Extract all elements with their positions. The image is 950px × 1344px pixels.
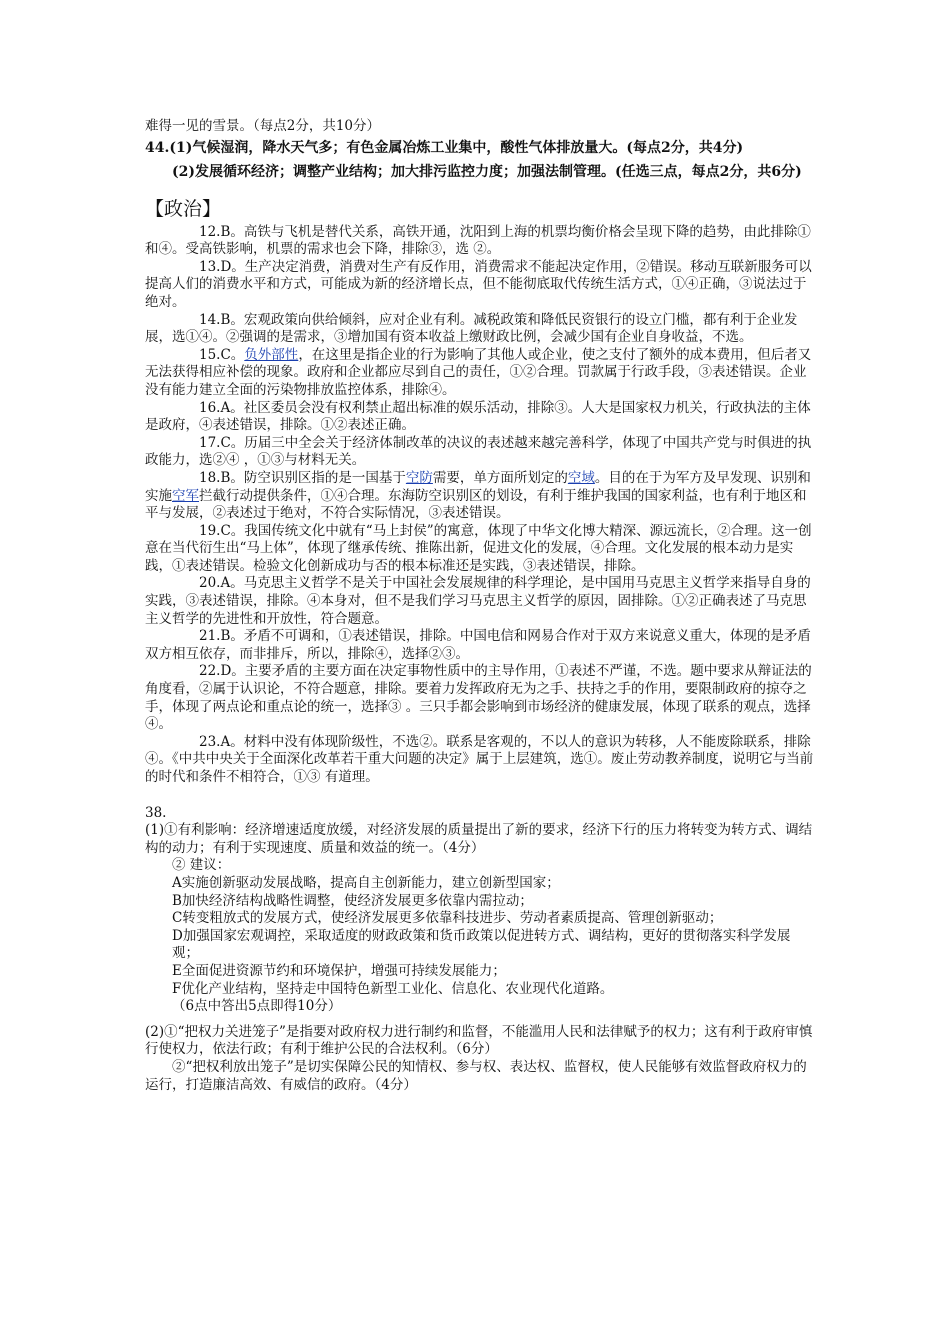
answer-17: 17.C。历届三中全会关于经济体制改革的决议的表述越来越完善科学，体现了中国共产党与时俱进的执政能力，选②④ ，①③与材料无关。 — [145, 434, 812, 469]
answer-15-body: ，在这里是指企业的行为影响了其他人或企业，使之支付了额外的成本费用，但后者又无法获得相应补偿的现象。政府和企业都应尽到自己的责任，①②合理。罚款属于行政手段，③表述错误。企业没有能力建立全面的污染物排放监控体系，排除④。 — [145, 346, 812, 398]
link-airspace[interactable]: 空域 — [567, 469, 595, 486]
answer-38-2-power: (2)①“把权力关进笼子”是指要对政府权力进行制约和监督，不能滥用人民和法律赋予的权力；这有利于政府审慎行使权力，依法行政；有利于维护公民的合法权利。（6分） — [145, 1023, 813, 1058]
answer-22: 22.D。主要矛盾的主要方面在决定事物性质中的主导作用，①表述不严谨，不选。题中要求从辩证法的角度看，②属于认识论，不符合题意，排除。要着力发挥政府无为之手、扶持之手的作用，要限制政府的掠夺之手，体现了两点论和重点论的统一，选择③ 。三只手都会影响到市场经济的健康发展，体现了联系的观点，选择④。 — [145, 663, 812, 733]
geo-q44-part2: (2)发展循环经济；调整产业结构；加大排污监控力度；加强法制管理。(任选三点，每点2分，共6分) — [172, 163, 802, 180]
answer-38-1-impact: (1)①有利影响：经济增速适度放缓，对经济发展的质量提出了新的要求，经济下行的压力将转变为转方式、调结构的动力；有利于实现速度、质量和效益的统一。（4分） — [145, 822, 813, 856]
answer-15 — [145, 347, 815, 400]
answer-16: 16.A。社区委员会没有权利禁止超出标准的娱乐活动，排除③。人大是国家权力机关，行政执法的主体是政府，④表述错误，排除。①②表述正确。 — [145, 399, 811, 434]
answer-14: 14.B。宏观政策向供给倾斜，应对企业有利。减税政策和降低民资银行的设立门槛，都有利于企业发展，选①④。②强调的是需求，③增加国有资本收益上缴财政比例，会减少国有企业自身收益，不选。 — [145, 311, 798, 346]
advice-item-e: E全面促进资源节约和环境保护，增强可持续发展能力； — [172, 962, 506, 979]
answer-21: 21.B。矛盾不可调和，①表述错误，排除。中国电信和网易合作对于双方来说意义重大，体现的是矛盾双方相互依存，而非排斥，所以，排除④，选择②③。 — [145, 628, 811, 662]
link-air-defense[interactable]: 空防 — [405, 469, 433, 486]
geo-q44-part1: 44.(1)气候湿润，降水天气多；有色金属冶炼工业集中，酸性气体排放量大。(每点2分，共4分) — [145, 139, 744, 156]
document-page — [145, 118, 815, 1094]
answer-15-prefix: 15.C。 — [199, 346, 245, 363]
answer-18-part3: 。目的在于为军方及早发现、识别和实施 — [145, 469, 811, 504]
scoring-note: （6点中答出5点即得10分） — [172, 998, 342, 1015]
advice-item-f: F优化产业结构，坚持走中国特色新型工业化、信息化、农业现代化道路。 — [172, 980, 614, 997]
answer-18-part1: 18.B。防空识别区指的是一国基于 — [199, 469, 406, 486]
answer-38-2-rights: ②“把权利放出笼子”是切实保障公民的知情权、参与权、表达权、监督权，使人民能够有效监督政府权力的运行，打造廉洁高效、有威信的政府。（4分） — [145, 1058, 807, 1093]
answer-13: 13.D。生产决定消费，消费对生产有反作用，消费需求不能起决定作用，②错误。移动互联新服务可以提高人们的消费水平和方式，可能成为新的经济增长点，但不能彻底取代传统生活方式，①④正确，③说法过于绝对。 — [145, 258, 812, 310]
question-38-label: 38. — [145, 804, 167, 821]
link-air-force[interactable]: 空军 — [172, 487, 199, 504]
answer-23: 23.A。材料中没有体现阶级性，不选②。联系是客观的，不以人的意识为转移，人不能废除联系，排除④。《中共中央关于全面深化改革若干重大问题的决定》属于上层建筑，选①。废止劳动教养制度，说明它与当前的时代和条件不相符合，①③ 有道理。 — [145, 733, 814, 785]
politics-section-title: 【政治】 — [145, 197, 222, 220]
answer-18-part4: 拦截行动提供条件，①④合理。东海防空识别区的划设，有利于维护我国的国家利益，也有利于地区和平与发展，②表述过于绝对，不符合实际情况，③表述错误。 — [145, 487, 807, 522]
link-negative-externality[interactable]: 负外部性 — [244, 346, 299, 363]
geo-answer-tail: 难得一见的雪景。（每点2分，共10分） — [145, 118, 381, 134]
advice-item-d: D加强国家宏观调控，采取适度的财政政策和货币政策以促进转方式、调结构，更好的贯彻落实科学发展观； — [172, 927, 791, 962]
answer-18-part2: 需要，单方面所划定的 — [432, 469, 568, 486]
advice-item-b: B加快经济结构战略性调整，使经济发展更多依靠内需拉动； — [172, 892, 533, 909]
advice-item-a: A实施创新驱动发展战略，提高自主创新能力，建立创新型国家； — [172, 874, 560, 891]
advice-item-c: C转变粗放式的发展方式，使经济发展更多依靠科技进步、劳动者素质提高、管理创新驱动； — [172, 910, 723, 927]
answer-19: 19.C。我国传统文化中就有“马上封侯”的寓意，体现了中华文化博大精深、源远流长，②合理。这一创意在当代衍生出“马上体”，体现了继承传统、推陈出新，促进文化的发展，④合理。文化发展的根本动力是实践，①表述错误。检验文化创新成功与否的根本标准还是实践，③表述错误，排除。 — [145, 522, 812, 574]
answer-38-1-advice-label: ② 建议： — [172, 857, 231, 874]
answer-12: 12.B。高铁与飞机是替代关系，高铁开通，沈阳到上海的机票均衡价格会呈现下降的趋势，由此排除①和④。受高铁影响，机票的需求也会下降，排除③，选 ②。 — [145, 223, 811, 258]
answer-20: 20.A。马克思主义哲学不是关于中国社会发展规律的科学理论，是中国用马克思主义哲学来指导自身的实践，③表述错误，排除。④本身对，但不是我们学习马克思主义哲学的原因，固排除。①②正确表述了马克思主义哲学的先进性和开放性，符合题意。 — [145, 575, 811, 627]
answer-18 — [145, 470, 815, 523]
